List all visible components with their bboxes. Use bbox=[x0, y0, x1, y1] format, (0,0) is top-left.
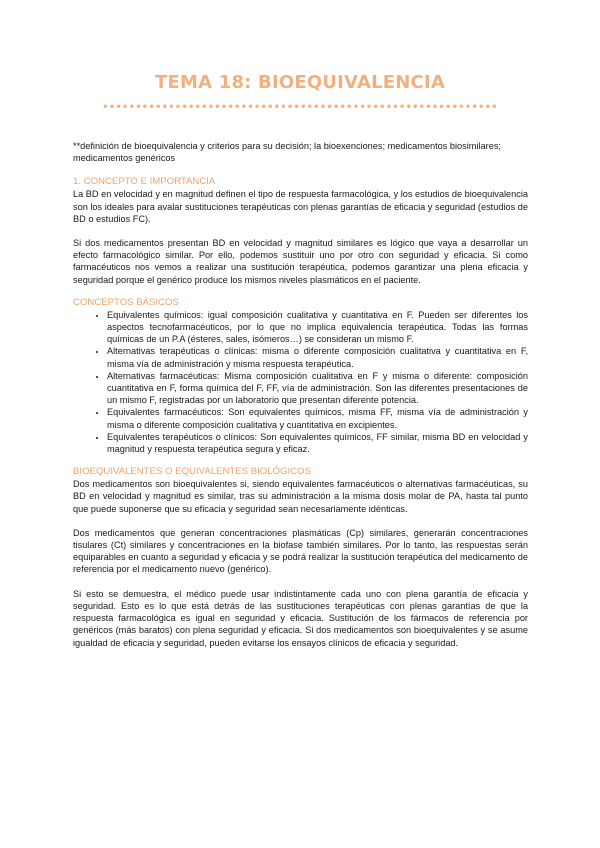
list-item: • Equivalentes terapéuticos o clínicos: Son equivalentes químicos, FF similar, misma BD en velocidad y magnitud y respuesta terapéutica segura y eficaz. bbox=[107, 431, 528, 455]
paragraph-bioequivalentes-2: Dos medicamentos que generan concentraciones plasmáticas (Cp) similares, generarán concentraciones tisulares (Ct) similares y concentraciones en la biofase también similares. Por lo tanto, las respuestas serán equiparables en cuanto a seguridad y eficacia y se podrá realizar la sustitución terapéutica del medicamento de referencia por el medicamento nuevo (genérico). bbox=[73, 527, 528, 575]
page-title: TEMA 18: BIOEQUIVALENCIA bbox=[155, 72, 445, 93]
section-heading-bioequivalentes: BIOEQUIVALENTES O EQUIVALENTES BIOLÓGICOS bbox=[73, 466, 311, 478]
paragraph-bioequivalentes-1: Dos medicamentos son bioequivalentes si, siendo equivalentes farmacéuticos o alternativas farmacéuticas, su BD en velocidad y magnitud es similar, tras su administración a la misma dosis molar de PA, hasta tal punto que puede suponerse que su eficacia y seguridad sean necesariamente idénticas. bbox=[73, 479, 528, 514]
document-body bbox=[73, 140, 528, 649]
paragraph-concepto-1: La BD en velocidad y en magnitud definen el tipo de respuesta farmacológica, y los estudios de bioequivalencia son los ideales para avalar sustituciones terapéuticas con plenas garantías de eficacia y seguridad (estudios de BD o estudios FC). bbox=[73, 189, 528, 224]
list-item: • Alternativas farmacéuticas: Misma composición cualitativa en F y misma o diferente: composición cuantitativa en F, forma química del F, FF, vía de administración. Son las diferentes presentaciones de un mismo F, registradas por un laboratorio que presentan diferente potencia. bbox=[107, 370, 528, 407]
section-heading-concepto: 1. CONCEPTO E IMPORTANCIA bbox=[73, 176, 216, 188]
list-item: • Equivalentes químicos: igual composición cualitativa y cuantitativa en F. Pueden ser diferentes los aspectos tecnofarmacéuticos, por lo que no implica equivalencia terapéutica. Todas las formas químicas de un P.A (ésteres, sales, isómeros…) se consideran un mismo F. bbox=[107, 309, 528, 346]
intro-note: **definición de bioequivalencia y criterios para su decisión; la bioexenciones; medicamentos biosimilares; medicamentos genéricos bbox=[73, 141, 501, 164]
spacer bbox=[73, 515, 528, 527]
spacer bbox=[73, 225, 528, 237]
spacer bbox=[73, 576, 528, 588]
list-item: • Alternativas terapéuticas o clínicas: misma o diferente composición cualitativa y cuantitativa en F, misma vía de administración y misma respuesta terapéutica. bbox=[107, 345, 528, 369]
list-item: • Equivalentes farmacéuticos: Son equivalentes químicos, misma FF, misma vía de administración y misma o diferente composición cualitativa y cuantitativa en excipientes. bbox=[107, 406, 528, 430]
spacer bbox=[73, 286, 528, 297]
paragraph-concepto-2: Si dos medicamentos presentan BD en velocidad y magnitud similares es lógico que vaya a desarrollar un efecto farmacológico similar. Por ello, podemos sustituir uno por otro con seguridad y eficacia. Si como farmacéuticos nos vemos a realizar una sustitución terapéutica, podemos garantizar una plena eficacia y seguridad porque el genérico produce los mismos niveles plasmáticos en el paciente. bbox=[73, 238, 528, 285]
section-heading-conceptos-basicos: CONCEPTOS BÁSICOS bbox=[73, 296, 179, 308]
paragraph-bioequivalentes-3: Si esto se demuestra, el médico puede usar indistintamente cada uno con plena garantía de eficacia y seguridad. Esto es lo que está detrás de las sustituciones terapéuticas con plenas garantías de que la respuesta farmacológica es igual en seguridad y eficacia. Sustitución de los fármacos de referencia por genéricos (más baratos) con plena seguridad y eficacia. Si dos medicamentos son bioequivalentes y se asume igualdad de eficacia y seguridad, pueden evitarse los ensayos clínicos de eficacia y seguridad. bbox=[73, 588, 528, 648]
bullet-list-conceptos bbox=[73, 309, 528, 455]
spacer bbox=[73, 455, 528, 466]
title-underline-dots: •••••••••••••••••••••••••••••••••••••••••••••••••••••••••••• bbox=[102, 103, 498, 113]
